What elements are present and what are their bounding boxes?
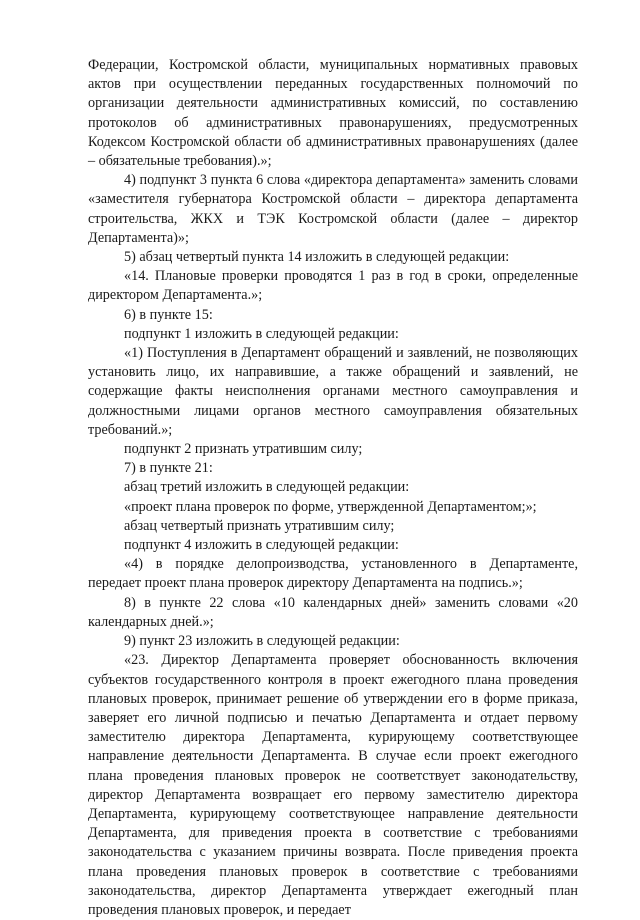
paragraph-2: 4) подпункт 3 пункта 6 слова «директора департамента» заменить словами «заместителя губернатора Костромской области – директора департамента строительства, ЖКХ и ТЭК Костромской области (далее – директор Департамента)»; — [88, 172, 578, 246]
paragraph-6: подпункт 1 изложить в следующей редакции: — [124, 325, 399, 342]
paragraph-16: 9) пункт 23 изложить в следующей редакции: — [124, 633, 400, 650]
paragraph-7: «1) Поступления в Департамент обращений и заявлений, не позволяющих установить лицо, их направившие, а также обращений и заявлений, не содержащие факты неисполнения органами местного самоуправления и должностными лицами органов местного самоуправления обязательных требований.»; — [88, 345, 578, 438]
paragraph-1: Федерации, Костромской области, муниципальных нормативных правовых актов при осуществлении переданных государственных полномочий по организации деятельности административных комиссий, по составлению протоколов об административных правонарушениях, предусмотренных Кодексом Костромской области об административных правонарушениях (далее – обязательные требования).»; — [88, 57, 578, 170]
paragraph-14: «4) в порядке делопроизводства, установленного в Департаменте, передает проект плана проверок директору Департамента на подпись.»; — [88, 556, 578, 592]
paragraph-9: 7) в пункте 21: — [124, 460, 213, 477]
paragraph-3: 5) абзац четвертый пункта 14 изложить в следующей редакции: — [124, 249, 510, 266]
paragraph-5: 6) в пункте 15: — [124, 306, 213, 323]
paragraph-13: подпункт 4 изложить в следующей редакции: — [124, 537, 399, 554]
paragraph-12: абзац четвертый признать утратившим силу; — [124, 517, 395, 534]
paragraph-8: подпункт 2 признать утратившим силу; — [124, 441, 363, 458]
paragraph-4: «14. Плановые проверки проводятся 1 раз в год в сроки, определенные директором Департамента.»; — [88, 268, 578, 304]
paragraph-17: «23. Директор Департамента проверяет обоснованность включения субъектов государственного контроля в проект ежегодного плана проведения плановых проверок, принимает решение об утверждении его в форме приказа, заверяет его личной подписью и печатью Департамента и отдает первому заместителю директора Департамента, курирующему соответствующее направление деятельности Департамента. В случае если проект ежегодного плана проведения плановых проверок не соответствует законодательству, директор Департамента возвращает его первому заместителю директора Департамента, курирующему соответствующее направление деятельности Департамента, для приведения проекта в соответствие с требованиями законодательства с указанием причины возврата. После приведения проекта плана проведения плановых проверок в соответствие с требованиями законодательства, директор Департамента утверждает ежегодный план проведения плановых проверок, и передает — [88, 652, 578, 918]
paragraph-15: 8) в пункте 22 слова «10 календарных дней» заменить словами «20 календарных дней.»; — [88, 594, 578, 630]
paragraph-10: абзац третий изложить в следующей редакции: — [124, 479, 410, 496]
paragraph-11: «проект плана проверок по форме, утвержденной Департаментом;»; — [124, 498, 537, 515]
